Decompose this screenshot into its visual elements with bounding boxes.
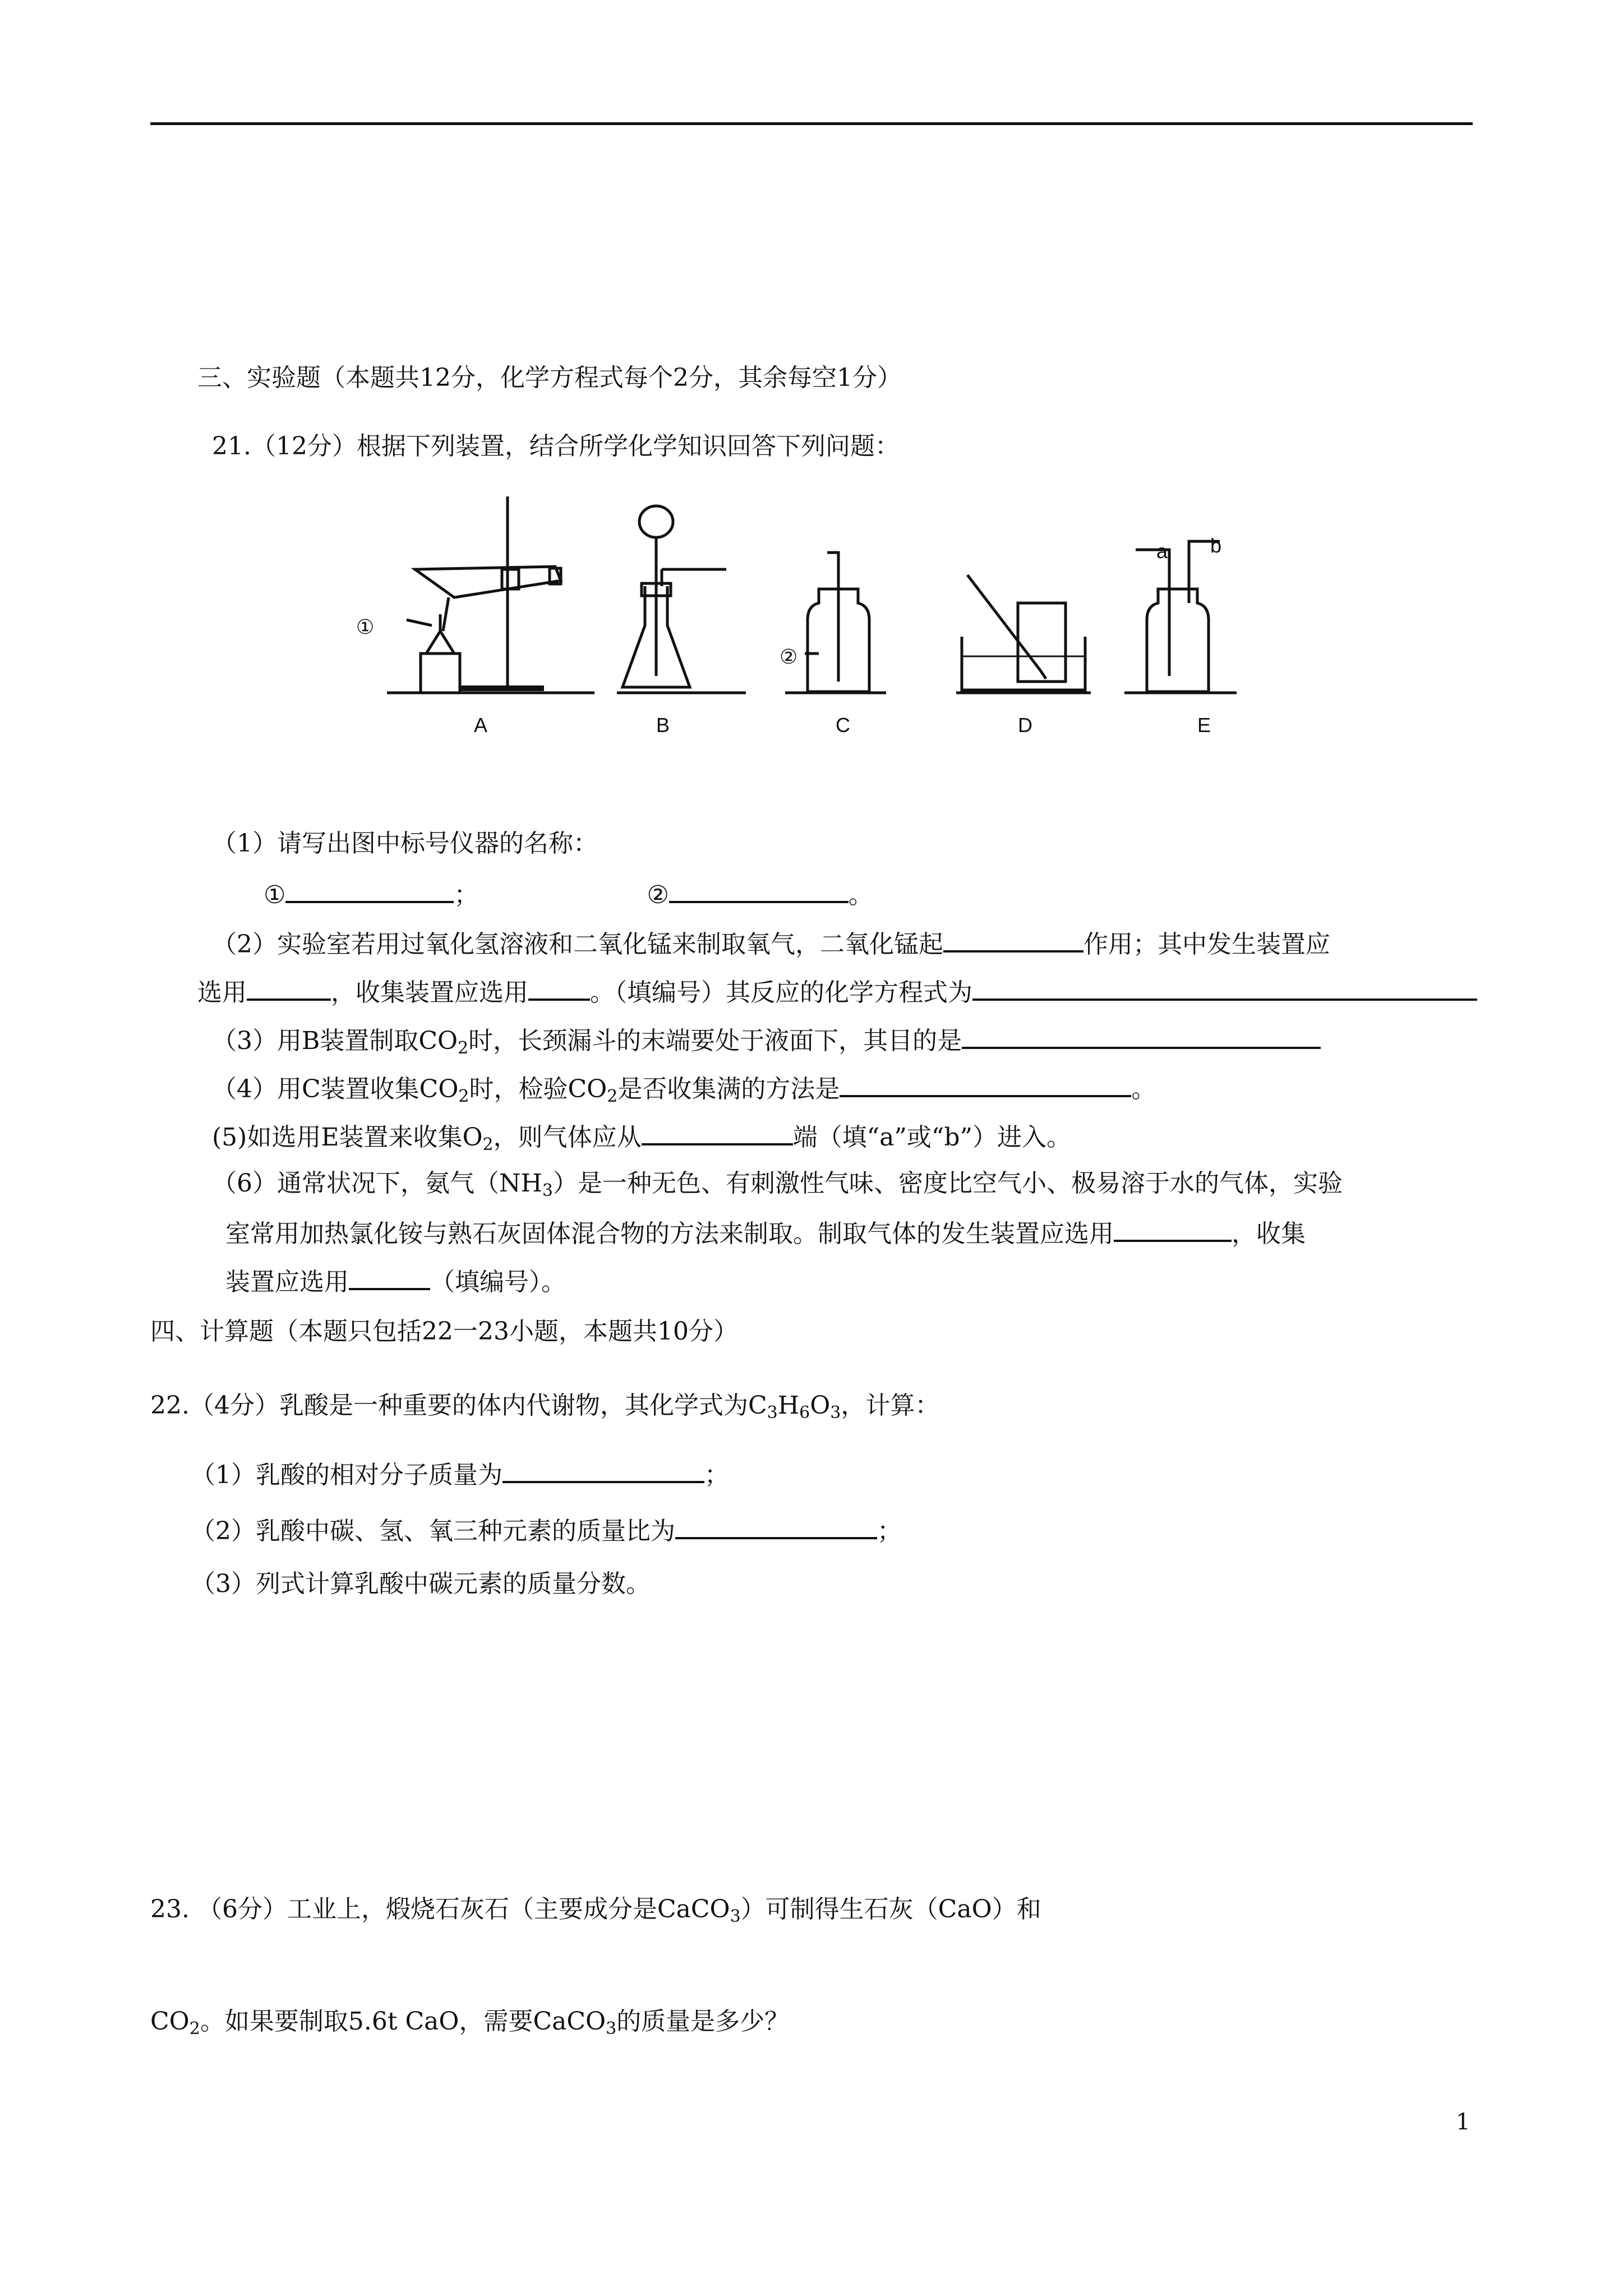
q21-part1: （1）请写出图中标号仪器的名称：	[212, 829, 598, 858]
q21-part4: （4）用C装置收集$CO_2$时，检验$CO_2$是否收集满的方法是 。	[212, 1073, 1156, 1105]
q23-line1: 23. （6分）工业上，煅烧石灰石（主要成分是CaCO$_3$）可制得生石灰（CaO）和	[150, 1895, 1041, 1926]
lab-apparatus-figure	[356, 485, 1262, 743]
q23-line2: $CO_2$。如果要制取5.6t CaO，需要CaCO$_3$的质量是多少？	[150, 2007, 790, 2039]
label-a: A	[474, 714, 488, 737]
marker-2: ②	[780, 645, 798, 668]
header-rule	[150, 122, 1473, 125]
q22-part3: （3）列式计算乳酸中碳元素的质量分数。	[191, 1570, 651, 1598]
q21-intro: 21.（12分）根据下列装置，结合所学化学知识回答下列问题：	[212, 432, 900, 461]
port-a: a	[1156, 540, 1168, 563]
q22-stem: 22.（4分）乳酸是一种重要的体内代谢物，其化学式为$C_3H_6O_3$，计算：	[150, 1391, 940, 1423]
label-c: C	[836, 714, 850, 737]
label-b: B	[656, 714, 670, 737]
section4-heading: 四、计算题（本题只包括22一23小题，本题共10分）	[150, 1317, 738, 1346]
marker-2-text: ②	[647, 881, 669, 909]
apparatus-d	[956, 575, 1091, 693]
apparatus-b	[617, 506, 746, 693]
apparatus-e	[1124, 541, 1237, 693]
q21-part6-line3: 装置应选用 （填编号）。	[225, 1266, 566, 1297]
q21-part1-blanks: ① ； ② 。	[264, 878, 873, 910]
q22-part1: （1）乳酸的相对分子质量为 ；	[191, 1458, 729, 1490]
section3-heading: 三、实验题（本题共12分，化学方程式每个2分，其余每空1分）	[197, 364, 902, 392]
port-b: b	[1210, 534, 1222, 557]
q21-part2-line1: （2）实验室若用过氧化氢溶液和二氧化锰来制取氧气，二氧化锰起 作用；其中发生装置应	[212, 928, 1330, 960]
label-e: E	[1197, 714, 1211, 737]
q21-part6-line1: （6）通常状况下，氨气$(NH_3)$是一种无色、有刺激性气味、密度比空气小、极易溶于水的气体，实验	[212, 1169, 1343, 1200]
q21-part2-line2: 选用 ，收集装置应选用 。（填编号）其反应的化学方程式为	[197, 976, 1477, 1008]
q21-part3: （3）用B装置制取$CO_2$时，长颈漏斗的末端要处于液面下，其目的是	[212, 1024, 1321, 1056]
apparatus-a	[387, 496, 594, 693]
apparatus-c	[785, 553, 886, 693]
label-d: D	[1018, 714, 1032, 737]
q22-part2: （2）乳酸中碳、氢、氧三种元素的质量比为 ；	[191, 1515, 902, 1547]
marker-1-text: ①	[264, 881, 286, 909]
q21-part5: (5)如选用E装置来收集$O_2$，则气体应从 端（填“a”或“b”）进入。	[212, 1121, 1071, 1153]
q21-part6-line2: 室常用加热氯化铵与熟石灰固体混合物的方法来制取。制取气体的发生装置应选用 ，收集	[225, 1217, 1306, 1249]
page-number: 1	[1456, 2109, 1470, 2135]
marker-1: ①	[356, 615, 375, 638]
